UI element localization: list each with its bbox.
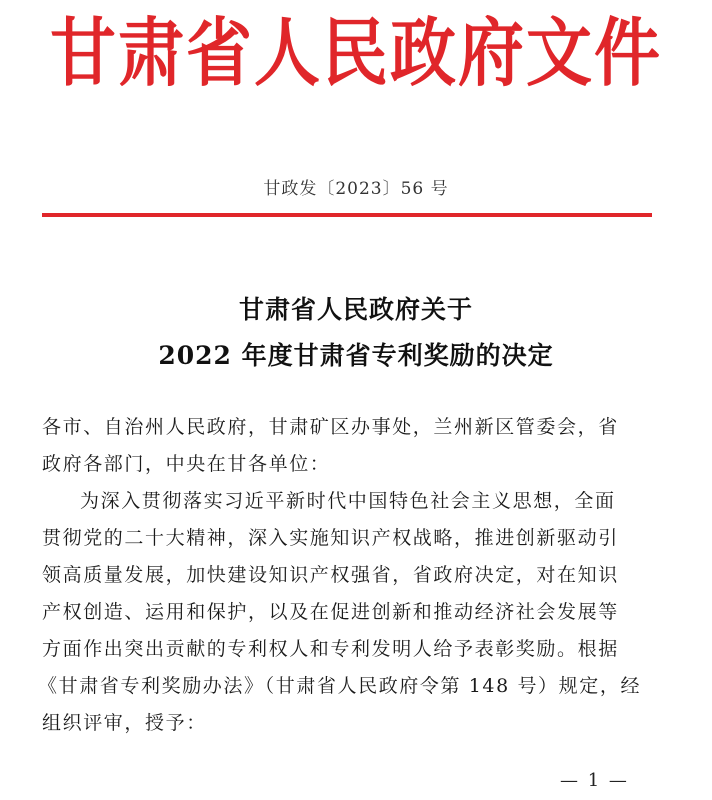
body-line-2: 政府各部门，中央在甘各单位： [42, 453, 331, 475]
masthead-title: 甘肃省人民政府文件 [50, 9, 662, 97]
red-divider-line [42, 213, 652, 217]
body-line-4: 贯彻党的二十大精神，深入实施知识产权战略，推进创新驱动引 [42, 527, 619, 549]
body-line-3: 为深入贯彻落实习近平新时代中国特色社会主义思想，全面 [80, 490, 616, 512]
body-line-1: 各市、自治州人民政府，甘肃矿区办事处，兰州新区管委会，省 [42, 416, 619, 438]
document-title-line-2: 2022 年度甘肃省专利奖励的决定 [158, 341, 554, 370]
body-line-7: 方面作出突出贡献的专利权人和专利发明人给予表彰奖励。根据 [42, 638, 619, 660]
body-line-6: 产权创造、运用和保护，以及在促进创新和推动经济社会发展等 [42, 601, 619, 623]
page-number: — 1 — [560, 770, 629, 791]
document-title-line-1: 甘肃省人民政府关于 [238, 295, 473, 324]
document-number: 甘政发〔2023〕56 号 [263, 179, 449, 199]
body-line-8: 《甘肃省专利奖励办法》（甘肃省人民政府令第 148 号）规定，经 [38, 675, 642, 697]
body-line-9: 组织评审，授予： [42, 712, 207, 734]
body-line-5: 领高质量发展，加快建设知识产权强省，省政府决定，对在知识 [42, 564, 619, 586]
